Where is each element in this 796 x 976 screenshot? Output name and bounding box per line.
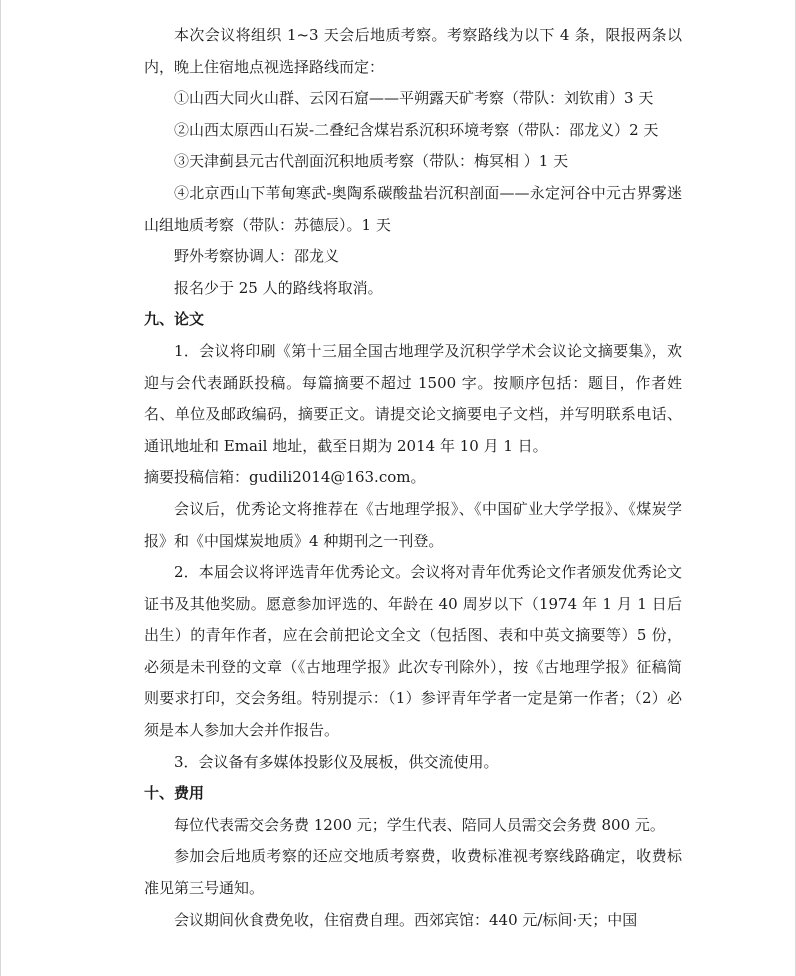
section-heading-papers: 九、论文: [144, 310, 205, 329]
paragraph-accommodation: 会议期间伙食费免收，住宿费自理。西郊宾馆：440 元/标间·天；中国: [174, 910, 638, 929]
section-heading-fees: 十、费用: [144, 784, 205, 803]
paragraph-multimedia: 3．会议备有多媒体投影仪及展板，供交流使用。: [174, 752, 499, 771]
paragraph-coordinator: 野外考察协调人：邵龙义: [174, 247, 340, 266]
paragraph-route-4: ④北京西山下苇甸寒武-奥陶系碳酸盐岩沉积剖面——永定河谷中元古界雾迷山组地质考察（带队：苏德辰）。1 天: [144, 183, 682, 234]
paragraph-field-trip-intro: 本次会议将组织 1~3 天会后地质考察。考察路线为以下 4 条，限报两条以内，晚上住宿地点视选择路线而定：: [144, 26, 682, 76]
page-border-left: [0, 0, 1, 976]
paragraph-registration-fee: 每位代表需交会务费 1200 元；学生代表、陪同人员需交会务费 800 元。: [174, 815, 665, 834]
document-body: [144, 20, 682, 936]
paragraph-submission-email: 摘要投稿信箱：gudili2014@163.com。: [144, 468, 426, 487]
paragraph-young-scholar-award: 2．本届会议将评选青年优秀论文。会议将对青年优秀论文作者颁发优秀论文证书及其他奖励。愿意参加评选的、年龄在 40 周岁以下（1974 年 1 月 1 日后出生）的青年作者，应在会前把论文全文（包括图、表和中英文摘要等）5 份，必须是未刊登的文章（《古地理学报》此次专刊除外），按《古地理学报》征稿简则要求打印，交会务组。特别提示：（1）参评青年学者一定是第一作者；（2）必须是本人参加大会并作报告。: [144, 563, 682, 740]
paragraph-field-trip-fee: 参加会后地质考察的还应交地质考察费，收费标准视考察线路确定，收费标准见第三号通知。: [144, 847, 682, 898]
paragraph-cancel-note: 报名少于 25 人的路线将取消。: [174, 278, 383, 297]
paragraph-route-3: ③天津蓟县元古代剖面沉积地质考察（带队：梅冥相 ）1 天: [174, 152, 569, 171]
paragraph-journal-recommendation: 会议后，优秀论文将推荐在《古地理学报》、《中国矿业大学学报》、《煤炭学报》和《中国煤炭地质》4 种期刊之一刊登。: [144, 499, 682, 550]
paragraph-route-1: ①山西大同火山群、云冈石窟——平朔露天矿考察（带队：刘钦甫）3 天: [174, 89, 654, 108]
paragraph-route-2: ②山西太原西山石炭-二叠纪含煤岩系沉积环境考察（带队：邵龙义）2 天: [174, 120, 659, 139]
paragraph-abstract-call: 1．会议将印刷《第十三届全国古地理学及沉积学学术会议论文摘要集》，欢迎与会代表踊跃投稿。每篇摘要不超过 1500 字。按顺序包括：题目，作者姓名、单位及邮政编码，摘要正文。请提交论文摘要电子文档，并写明联系电话、通讯地址和 Email 地址，截至日期为 2014 年 10 月 1 日。: [144, 341, 682, 455]
